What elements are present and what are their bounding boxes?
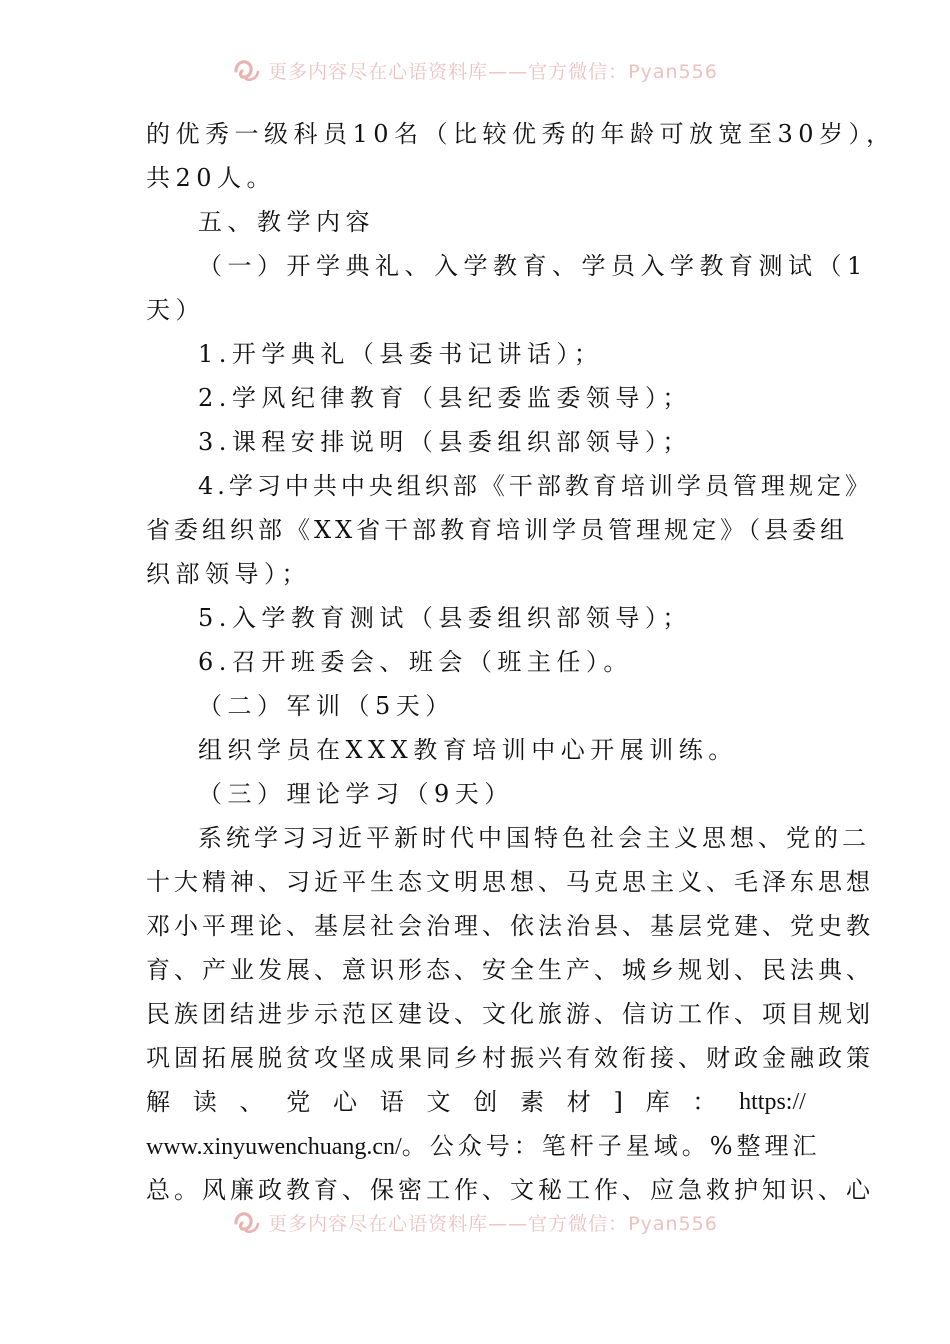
list-item: 4.学习中共中央组织部《干部教育培训学员管理规定》 — [198, 472, 873, 500]
url-link[interactable]: www.xinyuwenchuang.cn/ — [146, 1134, 402, 1160]
watermark-text: 更多内容尽在心语资料库——官方微信：Pyan556 — [268, 60, 718, 83]
url-prefix: https:// — [739, 1089, 806, 1115]
document-body — [146, 112, 896, 1212]
text-line: 省委组织部《XX省干部教育培训学员管理规定》（县委组 — [146, 516, 849, 544]
list-item: 6.召开班委会、班会（班主任）。 — [198, 648, 633, 676]
word: 文 — [426, 1088, 451, 1116]
justified-line — [146, 1080, 806, 1124]
subsection-heading: （一）开学典礼、入学教育、学员入学教育测试（1 — [198, 252, 868, 280]
watermark-top — [0, 52, 950, 88]
subsection-heading: （二）军训（5天） — [198, 692, 455, 720]
word: 心 — [333, 1088, 357, 1116]
text-line: 的优秀一级科员10名（比较优秀的年龄可放宽至30岁）， — [146, 120, 896, 148]
text-line: 育、产业发展、意识形态、安全生产、城乡规划、民法典、 — [146, 956, 874, 984]
watermark-logo-icon — [232, 55, 262, 85]
word: 解 — [146, 1088, 170, 1116]
text-line: 织部领导）； — [146, 560, 311, 588]
word: ： — [692, 1088, 717, 1116]
word: 语 — [379, 1088, 404, 1116]
word: 创 — [473, 1088, 498, 1116]
text-span: 。公众号：笔杆子星域。%整理汇 — [401, 1132, 821, 1160]
subsection-heading: （三）理论学习（9天） — [198, 780, 514, 808]
text-line: 民族团结进步示范区建设、文化旅游、信访工作、项目规划 — [146, 1000, 874, 1028]
list-item: 3.课程安排说明（县委组织部领导）； — [198, 428, 692, 456]
list-item: 5.入学教育测试（县委组织部领导）； — [198, 604, 692, 632]
section-heading: 五、教学内容 — [198, 208, 375, 236]
text-line: 总。风廉政教育、保密工作、文秘工作、应急救护知识、心 — [146, 1176, 874, 1204]
text-line: 十大精神、习近平生态文明思想、马克思主义、毛泽东思想 — [146, 868, 874, 896]
list-item: 2.学风纪律教育（县纪委监委领导）； — [198, 384, 692, 412]
word: 素 — [520, 1088, 544, 1116]
text-line: 巩固拓展脱贫攻坚成果同乡村振兴有效衔接、财政金融政策 — [146, 1044, 874, 1072]
word: 、 — [239, 1088, 264, 1116]
text-line: 系统学习习近平新时代中国特色社会主义思想、党的二 — [198, 824, 870, 852]
text-line — [146, 1124, 821, 1168]
text-line: 天） — [146, 296, 205, 324]
word: 材 — [566, 1088, 591, 1116]
word: 党 — [286, 1088, 311, 1116]
list-item: 1.开学典礼（县委书记讲话）； — [198, 340, 604, 368]
text-line: 共20人。 — [146, 164, 277, 192]
word: 读 — [192, 1088, 217, 1116]
watermark-text: 更多内容尽在心语资料库——官方微信：Pyan556 — [268, 1212, 718, 1235]
word: 库 — [645, 1088, 670, 1116]
text-line: 邓小平理论、基层社会治理、依法治县、基层党建、党史教 — [146, 912, 874, 940]
word: ] — [613, 1088, 623, 1116]
text-line: 组织学员在XXX教育培训中心开展训练。 — [198, 736, 738, 764]
